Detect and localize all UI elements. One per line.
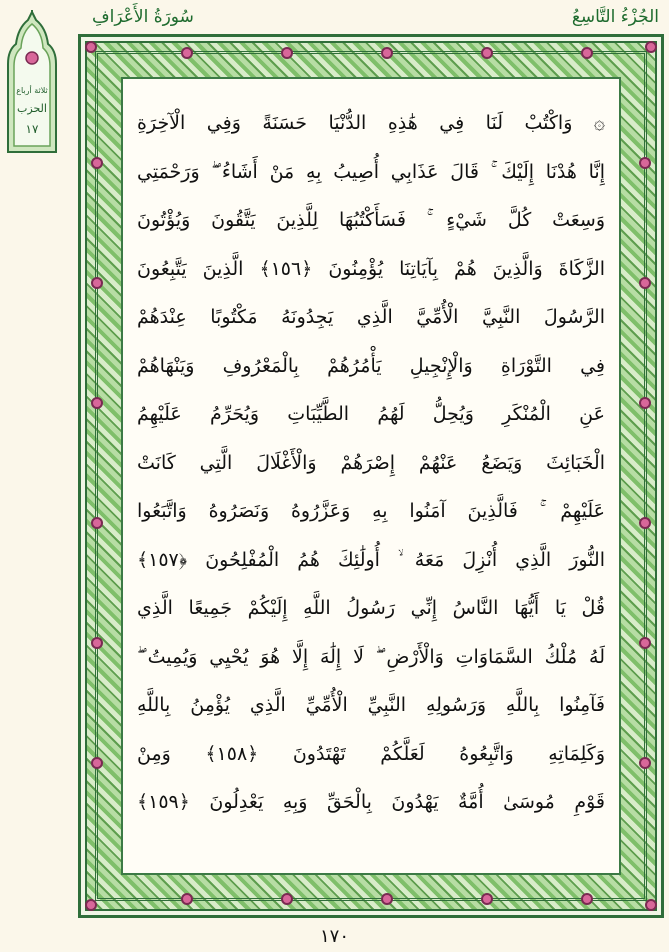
border-rosette-icon (281, 893, 293, 905)
text-line: عَلَيْهِمْ ۚ فَالَّذِينَ آمَنُوا بِهِ وَعَزَّرُوهُ وَنَصَرُوهُ وَاتَّبَعُوا (137, 500, 605, 522)
border-rosette-icon (91, 397, 103, 409)
hizb-fraction: ثلاثة أرباع (16, 86, 48, 95)
text-line: إِنَّا هُدْنَا إِلَيْكَ ۚ قَالَ عَذَابِي أُصِيبُ بِهِ مَنْ أَشَاءُ ۖ وَرَحْمَتِي (137, 160, 605, 183)
border-rosette-icon (639, 277, 651, 289)
border-rosette-icon (91, 277, 103, 289)
page-border (78, 34, 664, 918)
border-rosette-icon (639, 517, 651, 529)
corner-rosette-icon (645, 899, 657, 911)
border-rosette-icon (181, 47, 193, 59)
border-rosette-icon (581, 47, 593, 59)
text-line: ۞ وَاكْتُبْ لَنَا فِي هَٰذِهِ الدُّنْيَا حَسَنَةً وَفِي الْآخِرَةِ (137, 112, 605, 134)
border-rosette-icon (91, 757, 103, 769)
corner-rosette-icon (85, 41, 97, 53)
sura-title: سُورَةُ الأَعْرَافِ (92, 7, 194, 27)
text-line: قُلْ يَا أَيُّهَا النَّاسُ إِنِّي رَسُولُ اللَّهِ إِلَيْكُمْ جَمِيعًا الَّذِي (137, 597, 605, 619)
corner-rosette-icon (645, 41, 657, 53)
text-line: وَسِعَتْ كُلَّ شَيْءٍ ۚ فَسَأَكْتُبُهَا لِلَّذِينَ يَتَّقُونَ وَيُؤْتُونَ (137, 209, 605, 231)
hizb-marker-frame-icon (2, 10, 62, 160)
text-line: فَآمِنُوا بِاللَّهِ وَرَسُولِهِ النَّبِيِّ الْأُمِّيِّ الَّذِي يُؤْمِنُ بِاللَّهِ (137, 694, 605, 716)
border-rosette-icon (381, 47, 393, 59)
hizb-number: ١٧ (25, 122, 39, 136)
border-rosette-icon (91, 637, 103, 649)
border-rosette-icon (581, 893, 593, 905)
border-rosette-icon (91, 157, 103, 169)
border-rosette-icon (639, 757, 651, 769)
text-line: فِي التَّوْرَاةِ وَالْإِنْجِيلِ يَأْمُرُهُمْ بِالْمَعْرُوفِ وَيَنْهَاهُمْ (137, 354, 605, 377)
border-rosette-icon (281, 47, 293, 59)
page-number: ١٧٠ (319, 926, 349, 947)
text-line: وَكَلِمَاتِهِ وَاتَّبِعُوهُ لَعَلَّكُمْ تَهْتَدُونَ ﴿١٥٨﴾ وَمِنْ (137, 742, 605, 765)
text-line: الْخَبَائِثَ وَيَضَعُ عَنْهُمْ إِصْرَهُمْ وَالْأَغْلَالَ الَّتِي كَانَتْ (137, 451, 605, 474)
verse-text-block (121, 77, 621, 875)
corner-rosette-icon (85, 899, 97, 911)
border-rosette-icon (639, 397, 651, 409)
text-line: النُّورَ الَّذِي أُنْزِلَ مَعَهُ ۙ أُولَٰئِكَ هُمُ الْمُفْلِحُونَ ﴿١٥٧﴾ (137, 548, 605, 571)
text-line: عَنِ الْمُنْكَرِ وَيُحِلُّ لَهُمُ الطَّيِّبَاتِ وَيُحَرِّمُ عَلَيْهِمُ (137, 403, 605, 425)
hizb-marker (2, 10, 62, 160)
text-line: قَوْمِ مُوسَىٰ أُمَّةٌ يَهْدُونَ بِالْحَقِّ وَبِهِ يَعْدِلُونَ ﴿١٥٩﴾ (137, 791, 605, 813)
border-rosette-icon (181, 893, 193, 905)
text-line: لَهُ مُلْكُ السَّمَاوَاتِ وَالْأَرْضِ ۖ لَا إِلَٰهَ إِلَّا هُوَ يُحْيِي وَيُمِيتُ ۖ (137, 645, 605, 668)
text-line: الرَّسُولَ النَّبِيَّ الْأُمِّيَّ الَّذِي يَجِدُونَهُ مَكْتُوبًا عِنْدَهُمْ (137, 306, 605, 328)
border-rosette-icon (91, 517, 103, 529)
border-rosette-icon (381, 893, 393, 905)
hizb-label: الحزب (17, 102, 47, 115)
text-line: الزَّكَاةَ وَالَّذِينَ هُمْ بِآيَاتِنَا يُؤْمِنُونَ ﴿١٥٦﴾ الَّذِينَ يَتَّبِعُونَ (137, 257, 605, 280)
juz-title: الجُزْءُ التَّاسِعُ (571, 7, 659, 27)
border-rosette-icon (639, 637, 651, 649)
border-rosette-icon (481, 893, 493, 905)
border-rosette-icon (481, 47, 493, 59)
border-rosette-icon (639, 157, 651, 169)
